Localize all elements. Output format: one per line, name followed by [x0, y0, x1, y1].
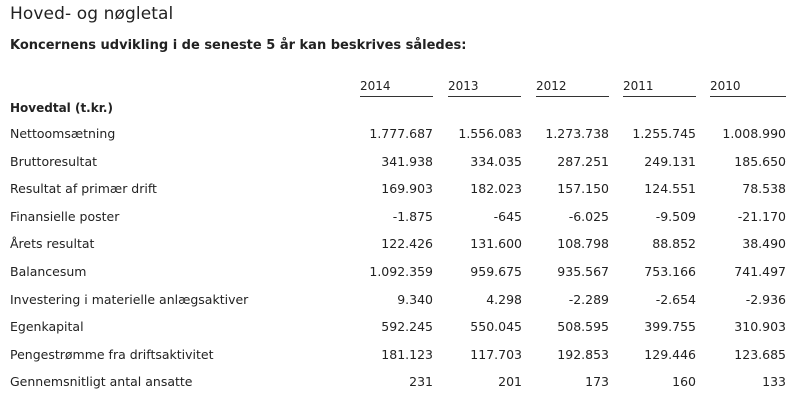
year-header-row — [0, 79, 800, 97]
cell-value: -9.509 — [655, 208, 696, 224]
year-header-2013: 2013 — [448, 79, 521, 97]
cell-value: 4.298 — [486, 291, 522, 307]
year-header-2010: 2010 — [710, 79, 786, 97]
cell-value: 592.245 — [381, 319, 433, 335]
cell-value: 1.092.359 — [369, 263, 433, 279]
cell-value: 287.251 — [557, 153, 609, 169]
cell-value: 88.852 — [652, 236, 696, 252]
row-label: Pengestrømme fra driftsaktivitet — [10, 346, 214, 362]
cell-value: 753.166 — [644, 263, 696, 279]
cell-value: 935.567 — [557, 263, 609, 279]
table-row — [0, 126, 800, 154]
row-label: Egenkapital — [10, 319, 84, 335]
table-row — [0, 154, 800, 182]
cell-value: 117.703 — [470, 346, 522, 362]
cell-value: 160 — [672, 374, 696, 390]
page-title: Hoved- og nøgletal — [10, 4, 174, 24]
year-header-2011: 2011 — [623, 79, 696, 97]
cell-value: 131.600 — [470, 236, 522, 252]
row-label: Balancesum — [10, 263, 87, 279]
row-label: Finansielle poster — [10, 208, 120, 224]
cell-value: 108.798 — [557, 236, 609, 252]
cell-value: 169.903 — [381, 181, 433, 197]
table-row — [0, 347, 800, 375]
table-row — [0, 236, 800, 264]
page-subtitle: Koncernens udvikling i de seneste 5 år kan beskrives således: — [10, 38, 467, 53]
cell-value: 185.650 — [734, 153, 786, 169]
section-heading: Hovedtal (t.kr.) — [10, 101, 113, 115]
table-row — [0, 209, 800, 237]
key-figures-table — [0, 126, 800, 402]
row-label: Nettoomsætning — [10, 126, 116, 141]
cell-value: 201 — [498, 374, 522, 390]
cell-value: 181.123 — [381, 346, 433, 362]
cell-value: 310.903 — [734, 319, 786, 335]
cell-value: 1.008.990 — [722, 126, 786, 141]
row-label: Gennemsnitligt antal ansatte — [10, 374, 193, 390]
cell-value: -645 — [493, 208, 522, 224]
cell-value: -2.654 — [655, 291, 696, 307]
cell-value: 1.255.745 — [632, 126, 696, 141]
cell-value: 334.035 — [470, 153, 522, 169]
cell-value: 124.551 — [644, 181, 696, 197]
cell-value: 1.556.083 — [458, 126, 522, 141]
cell-value: 192.853 — [557, 346, 609, 362]
cell-value: 9.340 — [397, 291, 433, 307]
cell-value: 341.938 — [381, 153, 433, 169]
cell-value: 173 — [585, 374, 609, 390]
cell-value: 182.023 — [470, 181, 522, 197]
row-label: Resultat af primær drift — [10, 181, 157, 197]
cell-value: 38.490 — [742, 236, 786, 252]
cell-value: 741.497 — [734, 263, 786, 279]
cell-value: -2.289 — [568, 291, 609, 307]
cell-value: 157.150 — [557, 181, 609, 197]
table-row — [0, 292, 800, 320]
cell-value: -6.025 — [568, 208, 609, 224]
cell-value: 399.755 — [644, 319, 696, 335]
cell-value: 78.538 — [742, 181, 786, 197]
row-label: Investering i materielle anlægsaktiver — [10, 291, 249, 307]
row-label: Bruttoresultat — [10, 153, 98, 169]
cell-value: -2.936 — [745, 291, 786, 307]
cell-value: 231 — [409, 374, 433, 390]
cell-value: 1.777.687 — [369, 126, 433, 141]
cell-value: 959.675 — [470, 263, 522, 279]
table-row — [0, 319, 800, 347]
cell-value: 1.273.738 — [545, 126, 609, 141]
cell-value: -21.170 — [737, 208, 786, 224]
table-row — [0, 264, 800, 292]
cell-value: 508.595 — [557, 319, 609, 335]
cell-value: 249.131 — [644, 153, 696, 169]
cell-value: 129.446 — [644, 346, 696, 362]
year-header-2014: 2014 — [360, 79, 433, 97]
row-label: Årets resultat — [10, 236, 95, 252]
year-header-2012: 2012 — [536, 79, 609, 97]
table-row — [0, 374, 800, 402]
cell-value: -1.875 — [392, 208, 433, 224]
cell-value: 122.426 — [381, 236, 433, 252]
cell-value: 550.045 — [470, 319, 522, 335]
cell-value: 123.685 — [734, 346, 786, 362]
table-row — [0, 181, 800, 209]
cell-value: 133 — [762, 374, 786, 390]
